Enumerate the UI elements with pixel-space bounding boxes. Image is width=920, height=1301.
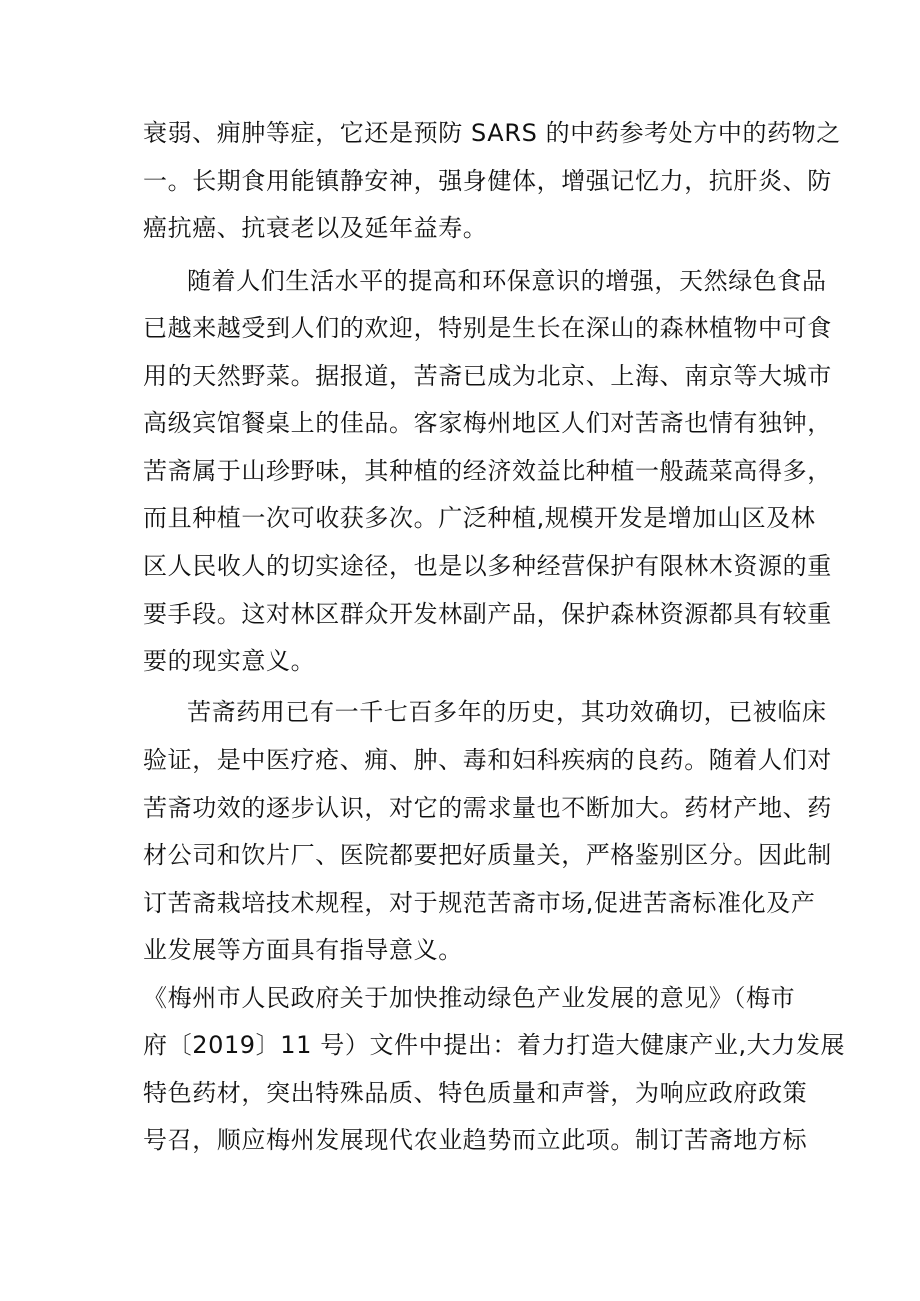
- text-line-6: 用的天然野菜。据报道，苦斋已成为北京、上海、南京等大城市: [143, 362, 832, 390]
- text-line-16: 材公司和饮片厂、医院都要把好质量关，严格鉴别区分。因此制: [143, 841, 832, 869]
- text-line-17: 订苦斋栽培技术规程，对于规范苦斋市场,促进苦斋标准化及产: [143, 889, 816, 917]
- text-line-11: 要手段。这对林区群众开发林副产品，保护森林资源都具有较重: [143, 600, 832, 628]
- text-line-5: 已越来越受到人们的欢迎，特别是生长在深山的森林植物中可食: [143, 314, 832, 342]
- text-line-3: 癌抗癌、抗衰老以及延年益寿。: [143, 214, 488, 242]
- text-line-22: 号召，顺应梅州发展现代农业趋势而立此项。制订苦斋地方标: [143, 1126, 808, 1154]
- text-line-2: 一。长期食用能镇静安神，强身健体，增强记忆力，抗肝炎、防: [143, 167, 832, 195]
- text-line-14: 验证，是中医疗疮、痈、肿、毒和妇科疾病的良药。随着人们对: [143, 746, 832, 774]
- text-line-1: 衰弱、痈肿等症，它还是预防 SARS 的中药参考处方中的药物之: [143, 119, 841, 147]
- text-line-13: 苦斋药用已有一千七百多年的历史，其功效确切，已被临床: [187, 698, 827, 726]
- text-line-19: 《梅州市人民政府关于加快推动绿色产业发展的意见》（梅市: [143, 984, 796, 1012]
- text-line-20: 府〔2019〕11 号）文件中提出：着力打造大健康产业,大力发展: [143, 1031, 846, 1059]
- text-line-10: 区人民收人的切实途径，也是以多种经营保护有限林木资源的重: [143, 552, 832, 580]
- text-line-8: 苦斋属于山珍野味，其种植的经济效益比种植一般蔬菜高得多，: [143, 457, 832, 485]
- text-line-18: 业发展等方面具有指导意义。: [143, 936, 463, 964]
- text-line-9: 而且种植一次可收获多次。广泛种植,规模开发是增加山区及林: [143, 504, 816, 532]
- text-line-4: 随着人们生活水平的提高和环保意识的增强，天然绿色食品: [187, 267, 827, 295]
- text-line-15: 苦斋功效的逐步认识，对它的需求量也不断加大。药材产地、药: [143, 794, 832, 822]
- text-line-21: 特色药材，突出特殊品质、特色质量和声誉，为响应政府政策: [143, 1079, 808, 1107]
- text-line-12: 要的现实意义。: [143, 647, 316, 675]
- text-line-7: 高级宾馆餐桌上的佳品。客家梅州地区人们对苦斋也情有独钟，: [143, 409, 832, 437]
